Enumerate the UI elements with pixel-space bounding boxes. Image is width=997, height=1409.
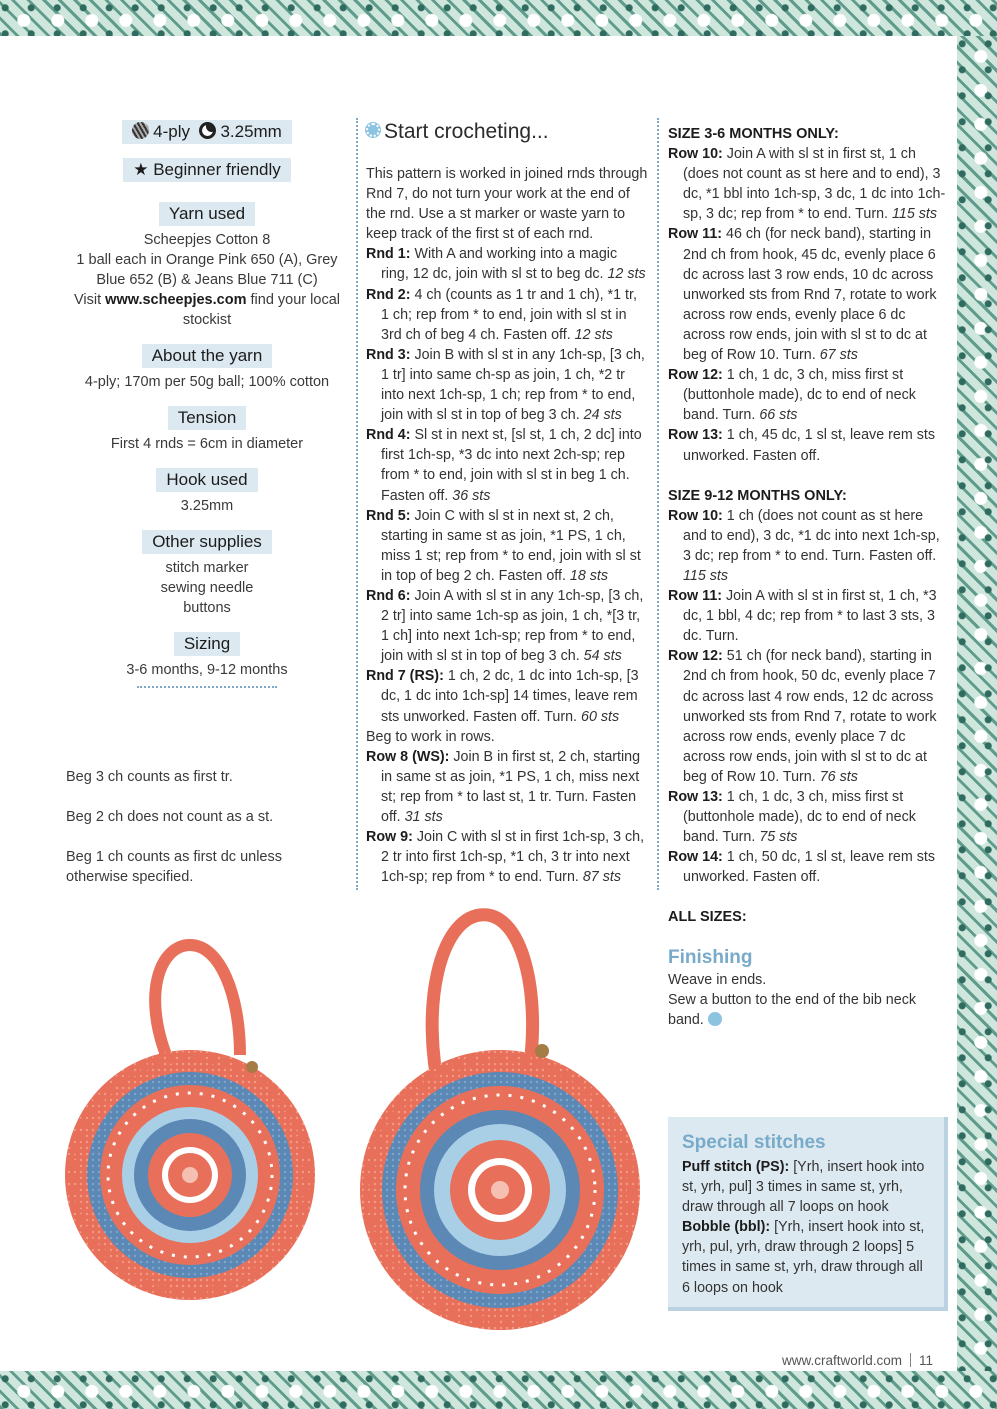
pattern-column — [366, 120, 648, 887]
sizing-heading: Sizing — [174, 632, 240, 656]
end-mark-icon — [708, 1012, 722, 1026]
stitch-definition: Puff stitch (PS): [Yrh, insert hook into st, yrh, pul] 3 times in same st, yrh, draw through all 7 loops on hook — [682, 1159, 925, 1216]
about-yarn-heading: About the yarn — [142, 344, 273, 368]
yarn-ball-icon — [132, 122, 149, 139]
page-footer — [782, 1353, 933, 1368]
pattern-step: Rnd 4: Sl st in next st, [sl st, 1 ch, 2 dc] into first 1ch-sp, *3 dc into next 2ch-sp; rep from * to end, join with sl st in beg 1 ch. Fasten off. 36 sts — [366, 427, 642, 504]
other-supplies-heading: Other supplies — [142, 530, 272, 554]
special-stitches-box — [668, 1117, 948, 1311]
column-divider — [657, 118, 659, 890]
note: Beg 1 ch counts as first dc unless otherwise specified. — [66, 849, 282, 885]
hook-icon — [199, 122, 216, 139]
all-sizes-heading: ALL SIZES: — [668, 909, 747, 926]
small-bib-image — [65, 945, 315, 1300]
site-link[interactable]: www.craftworld.com — [782, 1353, 903, 1368]
pattern-step: Row 10: 1 ch (does not count as st here and to end), 3 dc, *1 dc into next 1ch-sp, 3 dc; rep from * to end. Turn. Fasten off. 115 sts — [668, 507, 940, 584]
pattern-step: Rnd 2: 4 ch (counts as 1 tr and 1 ch), *1 tr, 1 ch; rep from * to end, join with sl st in 3rd ch of beg 4 ch. Fasten off. 12 sts — [366, 286, 637, 343]
hook-used-heading: Hook used — [156, 468, 257, 492]
intro-text: This pattern is worked in joined rnds through Rnd 7, do not turn your work at the end of the rnd. Use a st marker or waste yarn to keep track of the first st of each rnd. — [366, 166, 648, 243]
stitch-definition: Bobble (bbl): [Yrh, insert hook into st, yrh, pul, yrh, draw through 2 loops] 5 times in same st, yrh, draw through all 6 loops on hook — [682, 1219, 925, 1296]
pattern-step: Row 13: 1 ch, 45 dc, 1 sl st, leave rem sts unworked. Fasten off. — [668, 427, 935, 464]
scheepjes-link[interactable]: www.scheepjes.com — [105, 292, 247, 308]
yarn-used-heading: Yarn used — [159, 202, 255, 226]
pattern-step: Row 14: 1 ch, 50 dc, 1 sl st, leave rem sts unworked. Fasten off. — [668, 849, 935, 886]
pattern-step: Row 9: Join C with sl st in first 1ch-sp, 3 ch, 2 tr into first 1ch-sp, *1 ch, 3 tr into next 1ch-sp; rep from * to end. Turn. 87 sts — [366, 829, 645, 886]
supply-item: stitch marker — [165, 560, 249, 576]
tension-heading: Tension — [168, 406, 247, 430]
bibs-photo — [60, 905, 650, 1340]
hook-used-block: Hook used 3.25mm — [66, 468, 348, 516]
decorative-border-top — [0, 0, 997, 36]
star-icon: ★ — [133, 160, 149, 179]
note: Beg 2 ch does not count as a st. — [66, 809, 274, 825]
pattern-step: Row 11: 46 ch (for neck band), starting in 2nd ch from hook, 45 dc, evenly place 6 dc across last 3 row ends, 10 dc across unworked sts from Rnd 7, rotate to work across row ends, evenly place 6 dc across row ends, join with sl st to dc at beg of Row 10. Turn. 67 sts — [668, 226, 937, 364]
pattern-step: Row 10: Join A with sl st in first st, 1 ch (does not count as st here and to end), 3 dc, *1 bbl into 1ch-sp, 3 dc, 1 dc into 1ch-sp, 3 dc; rep from * to end. Turn. 115 sts — [668, 146, 946, 223]
other-supplies-block — [66, 530, 348, 618]
finishing-heading: Finishing — [668, 946, 753, 968]
sizes-column — [668, 124, 950, 1030]
ply-hook-chip: 4-ply 3.25mm — [122, 120, 292, 144]
pattern-step: Rnd 7 (RS): 1 ch, 2 dc, 1 dc into 1ch-sp, [3 dc, 1 dc into 1ch-sp] 14 times, leave rem sts unworked. Fasten off. Turn. 60 sts — [366, 668, 639, 725]
decorative-border-right — [957, 36, 997, 1371]
size-large-heading: SIZE 9-12 MONTHS ONLY: — [668, 487, 847, 504]
yarn-used-block: Yarn used Scheepjes Cotton 8 1 ball each in Orange Pink 650 (A), Grey Blue 652 (B) & Jeans Blue 711 (C) Visit www.scheepjes.com find your local stockist — [74, 204, 340, 328]
large-bib-image — [360, 915, 640, 1330]
pattern-step: Rnd 3: Join B with sl st in any 1ch-sp, [3 ch, 1 tr] into same ch-sp as join, 1 ch, *2 tr into next 1ch-sp, 1 ch; rep from * to end, join with sl st in top of beg 3 ch. 24 sts — [366, 346, 645, 424]
note: Beg 3 ch counts as first tr. — [66, 769, 233, 785]
pattern-step: Row 12: 1 ch, 1 dc, 3 ch, miss first st (buttonhole made), dc to end of neck band. Turn. 66 sts — [668, 367, 916, 424]
rows-note: Beg to work in rows. — [366, 728, 495, 745]
page-number: 11 — [919, 1353, 934, 1368]
start-heading: Start crocheting... — [366, 120, 648, 144]
abbreviation-notes — [66, 767, 316, 907]
about-yarn-block: About the yarn 4-ply; 170m per 50g ball; 100% cotton — [84, 346, 330, 390]
difficulty-chip: ★ Beginner friendly — [123, 158, 291, 182]
supply-item: buttons — [183, 600, 231, 616]
pattern-step: Rnd 5: Join C with sl st in next st, 2 ch, starting in same st as join, *1 PS, 1 ch, miss 1 st; rep from * to end, join with sl st in top of beg 2 ch. Fasten off. 18 sts — [366, 507, 641, 584]
pattern-step: Rnd 6: Join A with sl st in any 1ch-sp, [3 ch, 2 tr] into same 1ch-sp as join, 1 ch, *[3 tr, 1 ch] into next 1ch-sp; rep from * to end, join with sl st in top of beg 3 ch. 54 sts — [366, 587, 644, 665]
tension-block: Tension First 4 rnds = 6cm in diameter — [110, 408, 304, 452]
yarn-dot-icon — [366, 123, 380, 137]
pattern-step: Row 12: 51 ch (for neck band), starting in 2nd ch from hook, 50 dc, evenly place 7 dc across last 4 row ends, 12 dc across unworked sts from Rnd 7, rotate to work across row ends, evenly place 7 dc across row ends, join with sl st to dc at beg of Row 10. Turn. 76 sts — [668, 648, 937, 785]
dotted-separator — [137, 686, 277, 688]
pattern-step: Row 8 (WS): Join B in first st, 2 ch, starting in same st as join, *1 PS, 1 ch, miss next st; rep from * to last st, 1 tr. Turn. Fasten off. 31 sts — [366, 748, 641, 825]
info-sidebar — [66, 120, 348, 702]
supply-item: sewing needle — [160, 580, 254, 596]
size-small-heading: SIZE 3-6 MONTHS ONLY: — [668, 126, 839, 142]
column-divider — [356, 118, 358, 890]
pattern-step: Row 13: 1 ch, 1 dc, 3 ch, miss first st (buttonhole made), dc to end of neck band. Turn. 75 sts — [668, 789, 916, 846]
sizing-block: Sizing 3-6 months, 9-12 months — [66, 632, 348, 688]
pattern-step: Row 11: Join A with sl st in first st, 1 ch, *3 dc, 1 bbl, 4 dc; rep from * to last 3 sts, 3 dc. Turn. — [668, 588, 937, 645]
decorative-border-bottom — [0, 1371, 997, 1409]
finishing-text: Weave in ends. Sew a button to the end of the bib neck band. — [668, 971, 916, 1028]
special-stitches-heading: Special stitches — [682, 1132, 826, 1153]
pattern-step: Rnd 1: With A and working into a magic ring, 12 dc, join with sl st to beg dc. 12 sts — [366, 246, 646, 283]
